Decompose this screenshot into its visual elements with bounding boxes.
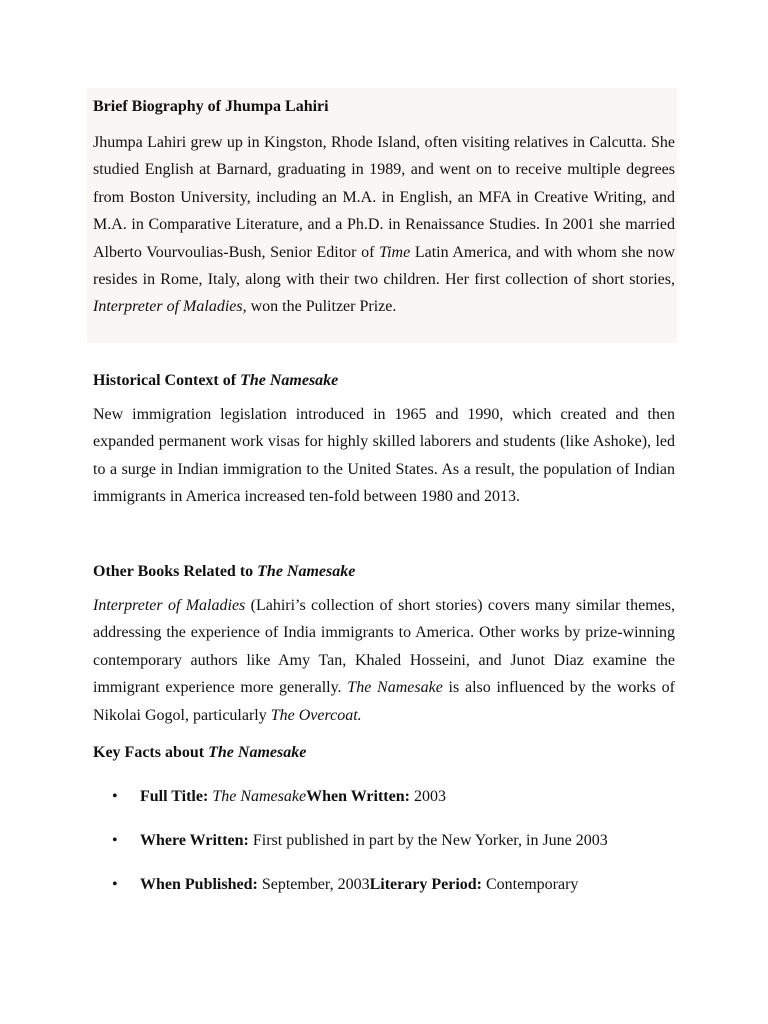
list-item (112, 875, 712, 895)
related-heading (93, 562, 675, 582)
fact-value: 2003 (413, 788, 446, 805)
related-heading-prefix: Other Books Related to (93, 563, 258, 580)
related-italic-3: The Overcoat. (270, 706, 362, 724)
context-section (93, 371, 675, 391)
facts-heading (93, 743, 675, 763)
fact-label: Literary Period: (369, 876, 486, 893)
context-heading-title: The Namesake (240, 372, 339, 389)
context-heading (93, 371, 675, 391)
bio-text-3: , won the Pulitzer Prize. (242, 298, 397, 316)
facts-section (93, 743, 675, 763)
facts-heading-prefix: Key Facts about (93, 744, 209, 761)
bio-text-2: Latin America, and with whom she now resides in Rome, Italy, along with their two children. Her first collection of short stories, (93, 243, 676, 289)
biography-heading: Brief Biography of Jhumpa Lahiri (93, 98, 329, 115)
fact-label: When Published: (140, 876, 262, 893)
fact-value: September, 2003 (261, 876, 370, 893)
fact-label: When Written: (306, 788, 414, 805)
fact-value: First published in part by the New Yorker, in June 2003 (252, 832, 608, 849)
bullet-icon: • (112, 788, 118, 805)
list-item (112, 831, 712, 851)
facts-heading-title: The Namesake (208, 744, 307, 761)
biography-paragraph (93, 129, 675, 321)
fact-label: Where Written: (140, 832, 253, 849)
bullet-icon: • (112, 876, 118, 893)
fact-label: Full Title: (140, 788, 213, 805)
bio-book-italic: Interpreter of Maladies (93, 298, 243, 316)
related-italic-2: The Namesake (347, 679, 443, 697)
related-section (93, 562, 675, 582)
fact-value: The Namesake (212, 788, 307, 805)
related-text-2: is also influenced by the works of Nikolai Gogol, particularly (93, 679, 676, 724)
context-paragraph: New immigration legislation introduced in 1965 and 1990, which created and then expanded permanent work visas for highly skilled laborers and students (like Ashoke), led to a surge in Indian immigration to the United States. As a result, the population of Indian immigrants in America increased ten-fold between 1980 and 2013. (93, 406, 675, 506)
biography-body (93, 129, 675, 321)
bullet-icon: • (112, 832, 118, 849)
context-heading-prefix: Historical Context of (93, 372, 241, 389)
facts-list (112, 787, 712, 895)
related-paragraph (93, 592, 675, 729)
context-body (93, 401, 675, 511)
bio-time-italic: Time (379, 243, 411, 261)
related-body (93, 592, 675, 729)
fact-value: Contemporary (486, 876, 579, 893)
biography-section (93, 97, 675, 117)
related-text-1: (Lahiri’s collection of short stories) covers many similar themes, addressing the experience of India immigrants to America. Other works by prize-winning contemporary authors like Amy Tan, Khaled Hosseini, and Junot Diaz examine the immigrant experience more generally. (93, 597, 675, 697)
related-heading-title: The Namesake (257, 563, 356, 580)
bio-text-1: Jhumpa Lahiri grew up in Kingston, Rhode Island, often visiting relatives in Calcutta. She studied English at Barnard, graduating in 1989, and went on to receive multiple degrees from Boston University, including an M.A. in English, an MFA in Creative Writing, and M.A. in Comparative Literature, and a Ph.D. in Renaissance Studies. In 2001 she married Alberto Vourvoulias-Bush, Senior Editor of (93, 134, 675, 261)
list-item (112, 787, 712, 807)
related-italic-1: Interpreter of Maladies (93, 597, 246, 614)
